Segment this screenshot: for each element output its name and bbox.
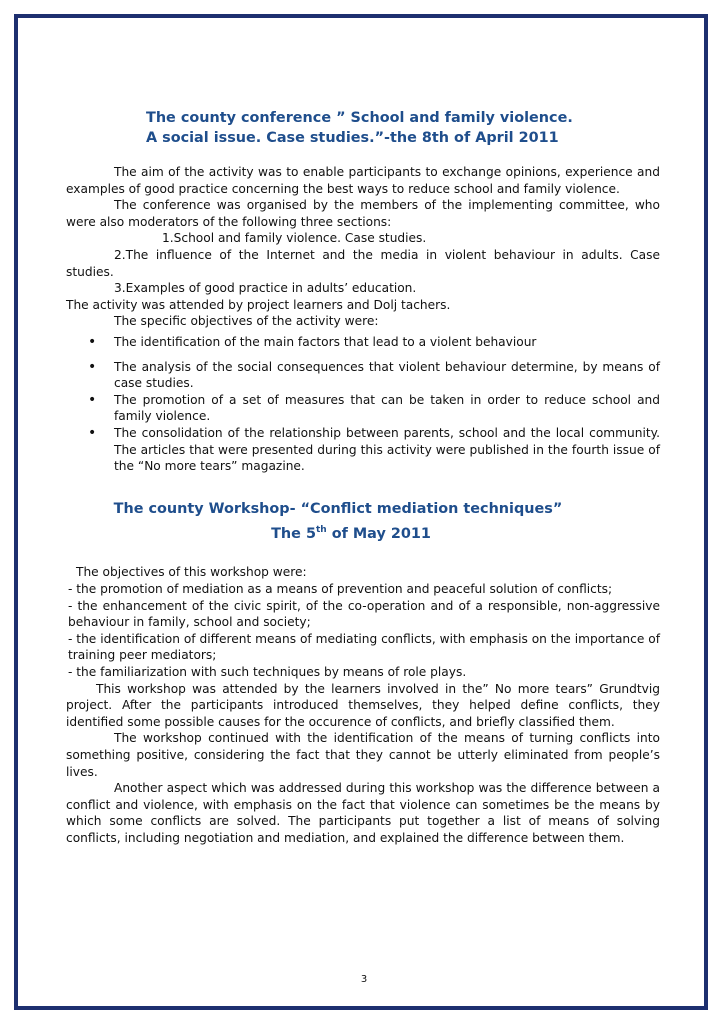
conference-section-2: 2.The influence of the Internet and the media in violent behaviour in adults. Case studies.	[66, 247, 660, 279]
bullet-icon: •	[88, 391, 97, 408]
bullet-icon: •	[88, 358, 97, 375]
conference-title-line1: The county conference ” School and family violence.	[146, 110, 573, 126]
workshop-objective-1: - the promotion of mediation as a means of prevention and peaceful solution of conflicts;	[68, 582, 613, 597]
workshop-date-suffix: th	[315, 524, 327, 535]
conference-section-3: 3.Examples of good practice in adults’ education.	[114, 281, 417, 296]
conference-organisation-paragraph: The conference was organised by the members of the implementing committee, who were also moderators of the following three sections:	[66, 198, 660, 229]
workshop-objective-4: - the familiarization with such techniques by means of role plays.	[68, 665, 467, 680]
list-item	[66, 392, 660, 425]
conference-title-line2: A social issue. Case studies.”-the 8th of April 2011	[146, 130, 559, 146]
workshop-title-line2	[66, 519, 660, 545]
bullet-icon: •	[88, 424, 97, 441]
workshop-conflict-violence-paragraph: Another aspect which was addressed during this workshop was the difference between a conflict and violence, with emphasis on the fact that violence can sometimes be the means by which some conflicts are solved. The participants put together a list of means of solving conflicts, including negotiation and mediation, and explained the difference between them.	[66, 781, 660, 845]
list-item	[66, 425, 660, 475]
list-item	[66, 359, 660, 392]
page-number: 3	[360, 974, 368, 985]
list-item-text: The promotion of a set of measures that can be taken in order to reduce school and family violence.	[114, 392, 660, 424]
list-item	[66, 334, 660, 351]
workshop-continuation-paragraph: The workshop continued with the identification of the means of turning conflicts into something positive, considering the fact that they cannot be utterly eliminated from people’s lives.	[66, 731, 660, 779]
conference-attendance: The activity was attended by project learners and Dolj tachers.	[66, 297, 451, 312]
bullet-icon: •	[88, 333, 97, 350]
workshop-title-line1: The county Workshop- “Conflict mediation techniques”	[113, 500, 563, 517]
list-item-text: The analysis of the social consequences that violent behaviour determine, by means of case studies.	[114, 359, 660, 391]
conference-section-1: 1.School and family violence. Case studies.	[162, 231, 427, 246]
list-item-text: The identification of the main factors that lead to a violent behaviour	[114, 334, 537, 349]
document-body	[66, 108, 660, 847]
conference-objectives-list	[66, 334, 660, 475]
workshop-objective-3: - the identification of different means of mediating conflicts, with emphasis on the importance of training peer mediators;	[68, 631, 660, 663]
workshop-date-prefix: The 5	[271, 525, 316, 542]
workshop-objectives-intro: The objectives of this workshop were:	[76, 565, 307, 580]
workshop-objective-2: - the enhancement of the civic spirit, of the co-operation and of a responsible, non-aggressive behaviour in family, school and society;	[68, 598, 660, 630]
workshop-attendance-paragraph: This workshop was attended by the learners involved in the” No more tears” Grundtvig project. After the participants introduced themselves, they helped define conflicts, they identified some possible causes for the occurence of conflicts, and briefly classified them.	[66, 681, 660, 729]
workshop-date-month: of May 2011	[326, 525, 431, 542]
conference-objectives-intro: The specific objectives of the activity were:	[114, 314, 379, 329]
conference-aim-paragraph: The aim of the activity was to enable participants to exchange opinions, experience and examples of good practice concerning the best ways to reduce school and family violence.	[66, 165, 660, 196]
list-item-text: The consolidation of the relationship between parents, school and the local community. The articles that were presented during this activity were published in the fourth issue of the “No more tears” magazine.	[114, 425, 660, 474]
